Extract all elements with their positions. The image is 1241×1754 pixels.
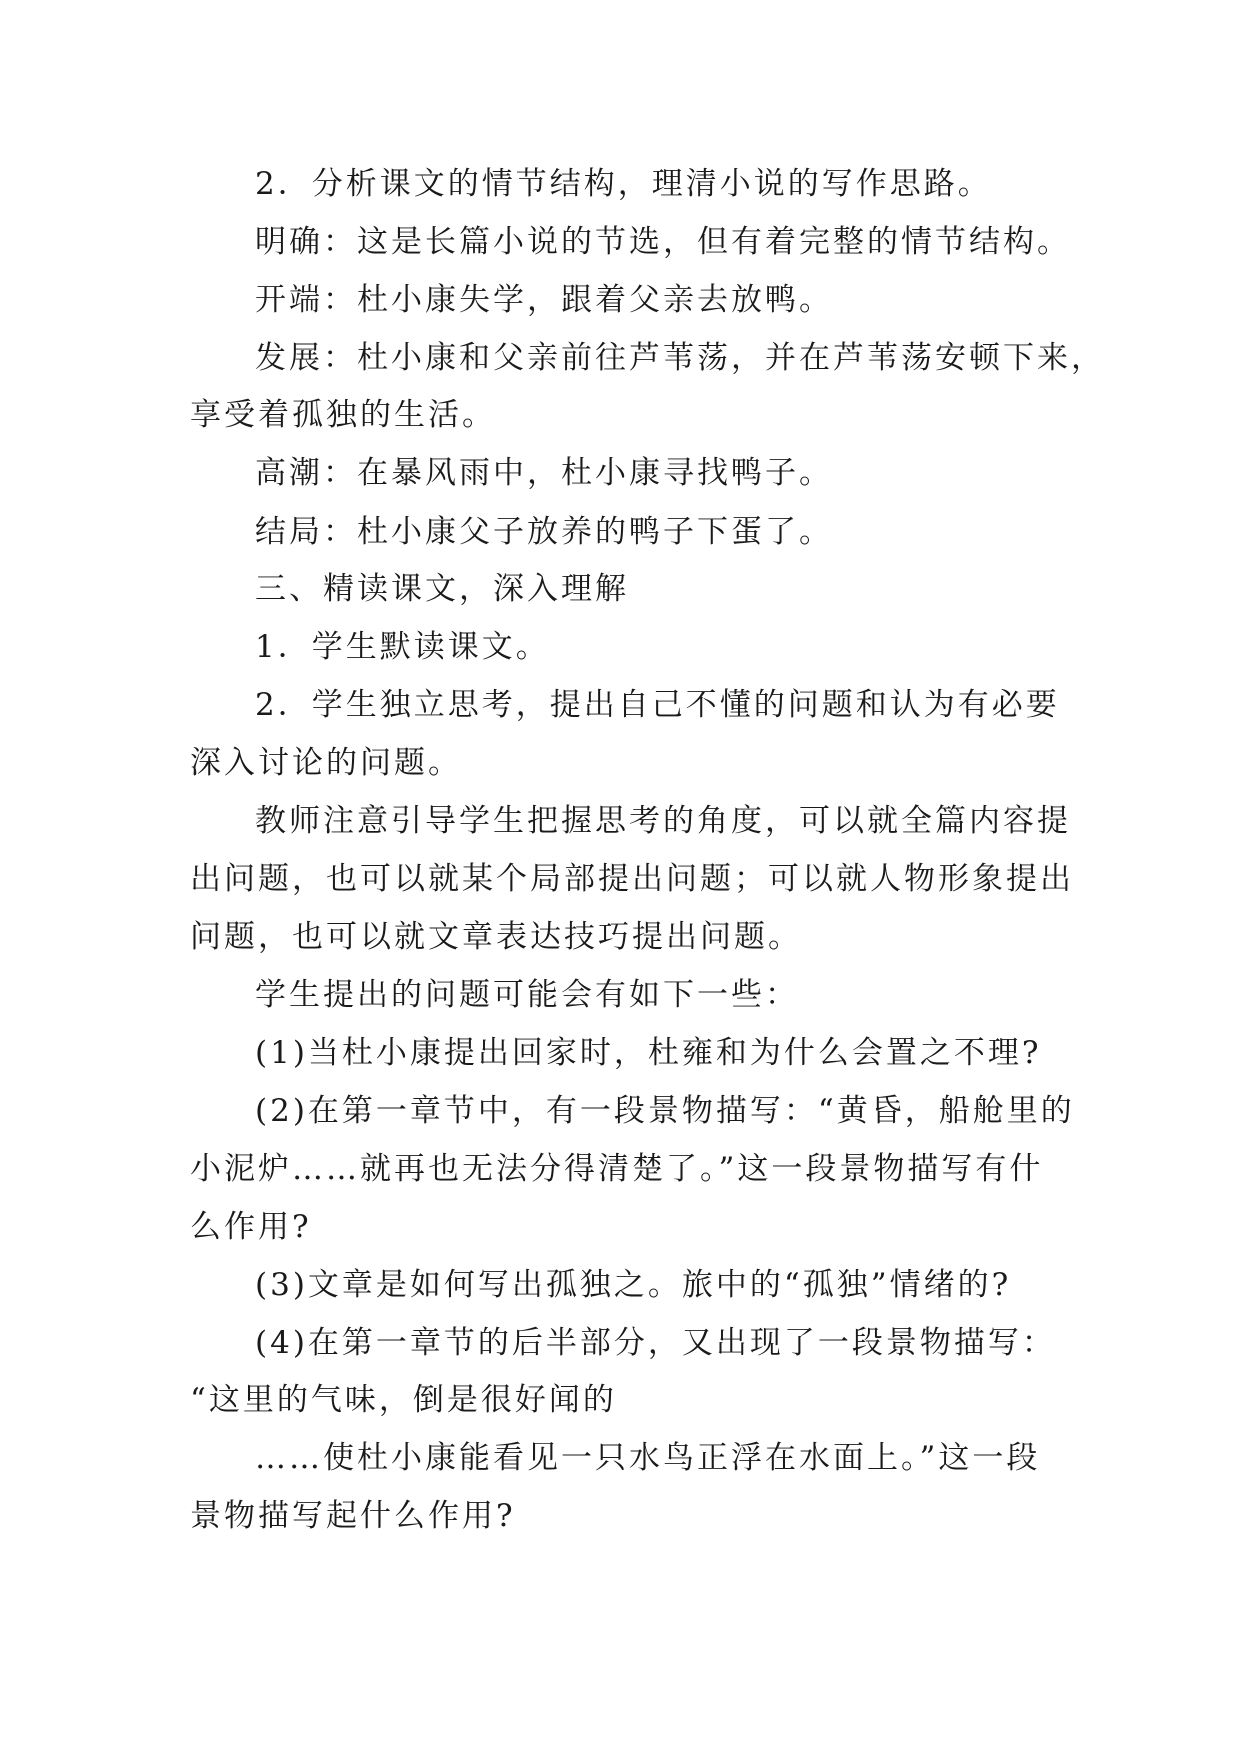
paragraph-line: ……使杜小康能看见一只水鸟正浮在水面上。”这一段 [255,1440,1041,1476]
paragraph-line: 2．学生独立思考，提出自己不懂的问题和认为有必要 [255,687,1060,723]
paragraph-line: 小泥炉……就再也无法分得清楚了。”这一段景物描写有什 [190,1151,1044,1187]
paragraph-line: 1．学生默读课文。 [255,629,550,665]
paragraph-line: 问题，也可以就文章表达技巧提出问题。 [190,919,802,955]
paragraph-line: 么作用? [190,1209,312,1245]
paragraph-line: 教师注意引导学生把握思考的角度，可以就全篇内容提 [255,803,1071,839]
question-item: (1)当杜小康提出回家时，杜雍和为什么会置之不理? [255,1035,1042,1071]
paragraph-line: 2．分析课文的情节结构，理清小说的写作思路。 [255,166,992,202]
paragraph-line: 发展：杜小康和父亲前往芦苇荡，并在芦苇荡安顿下来， [255,340,1105,376]
paragraph-line: 开端：杜小康失学，跟着父亲去放鸭。 [255,282,833,318]
section-heading: 三、精读课文，深入理解 [255,571,629,607]
paragraph-line: 高潮：在暴风雨中，杜小康寻找鸭子。 [255,455,833,491]
question-item: (3)文章是如何写出孤独之。旅中的“孤独”情绪的? [255,1267,1012,1303]
paragraph-line: 景物描写起什么作用? [190,1498,516,1534]
paragraph-line: 结局：杜小康父子放养的鸭子下蛋了。 [255,514,833,550]
question-item: (4)在第一章节的后半部分，又出现了一段景物描写： [255,1325,1056,1361]
paragraph-line: 出问题，也可以就某个局部提出问题；可以就人物形象提出 [190,861,1074,897]
paragraph-line: 明确：这是长篇小说的节选，但有着完整的情节结构。 [255,224,1071,260]
paragraph-line: 学生提出的问题可能会有如下一些： [255,977,799,1013]
question-item: (2)在第一章节中，有一段景物描写：“黄昏，船舱里的 [255,1093,1075,1129]
paragraph-line: “这里的气味，倒是很好闻的 [190,1382,617,1418]
paragraph-line: 深入讨论的问题。 [190,745,462,781]
paragraph-line: 享受着孤独的生活。 [190,397,496,433]
